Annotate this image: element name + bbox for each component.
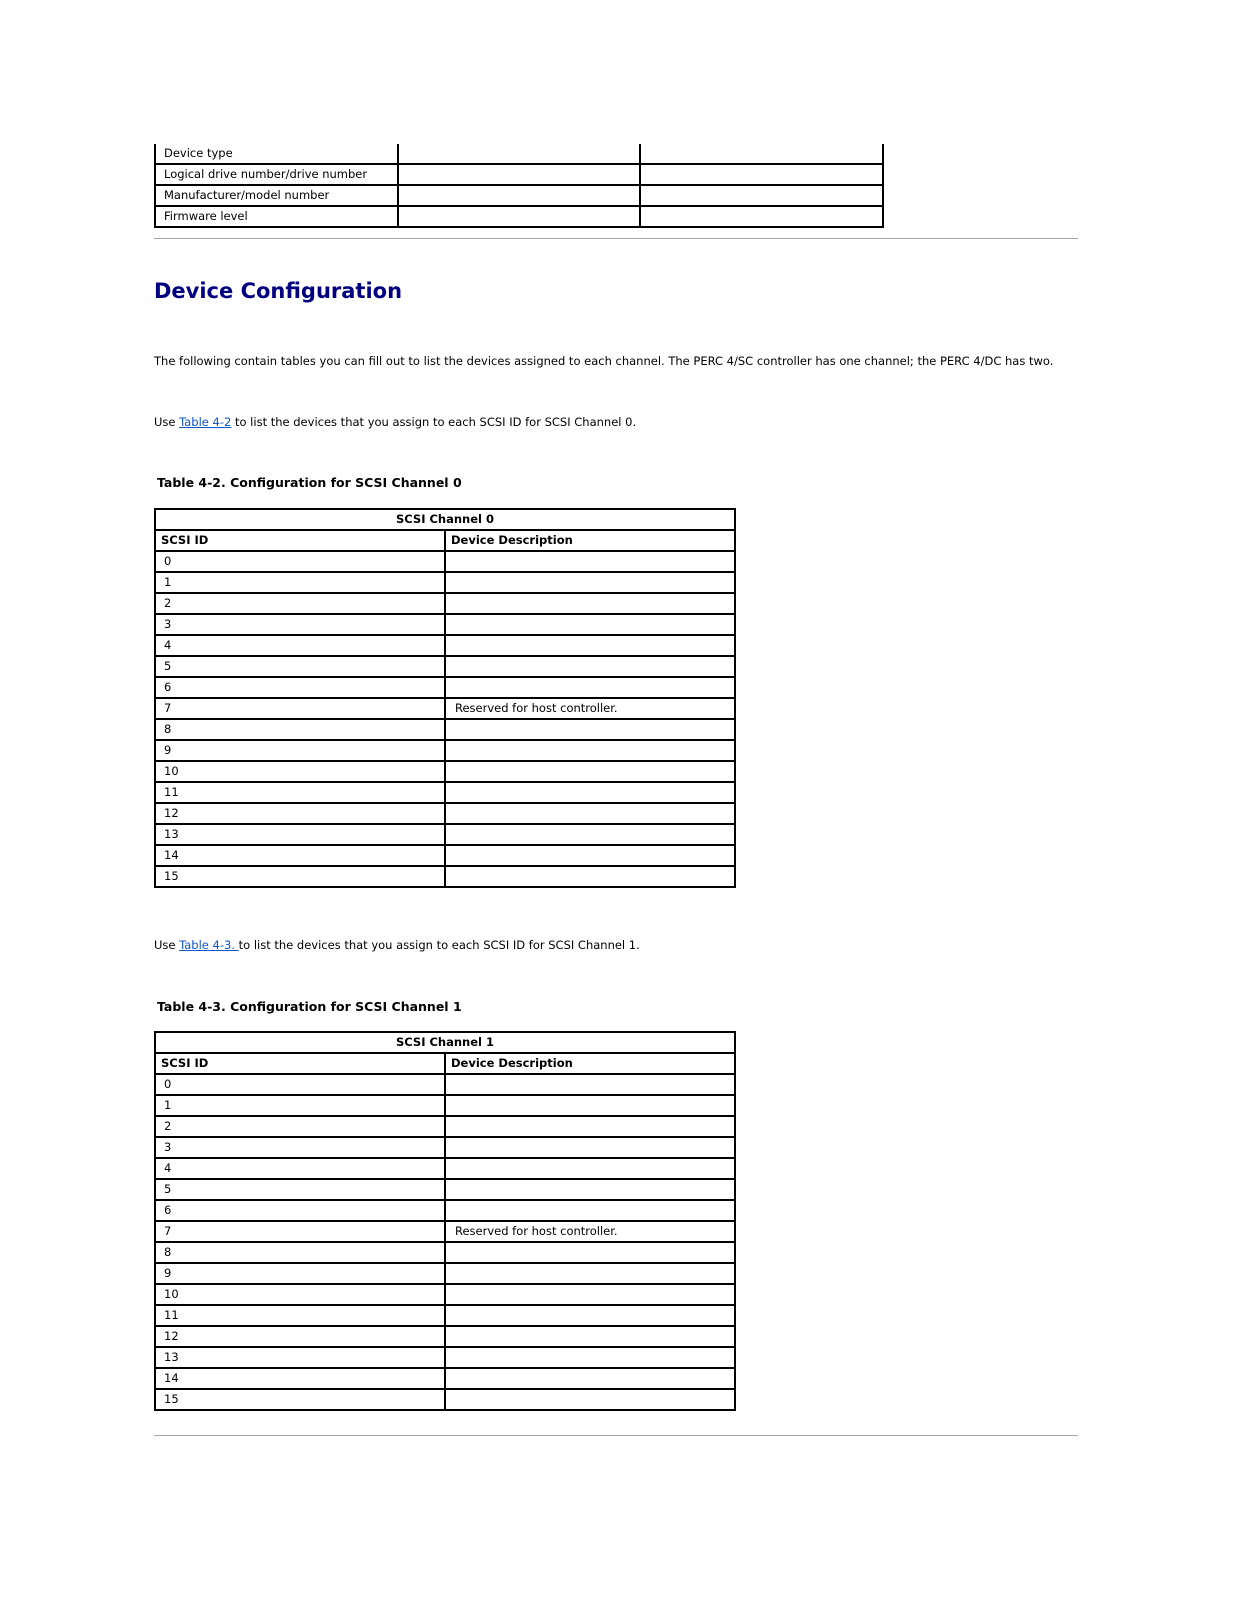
channel0-use-suffix: to list the devices that you assign to each SCSI ID for SCSI Channel 0. [231,415,637,429]
device-description-cell [445,1368,735,1389]
channel-header: SCSI Channel 0 [155,509,735,530]
table-4-3-link[interactable]: Table 4-3. [179,938,239,952]
empty-cell [398,144,640,164]
device-description-cell [445,677,735,698]
table-row [155,656,735,677]
device-description-cell [445,803,735,824]
table-row [155,1074,735,1095]
channel1-use-suffix: to list the devices that you assign to each SCSI ID for SCSI Channel 1. [238,938,640,952]
table-row [155,164,883,185]
device-description-cell [445,1389,735,1410]
scsi-id-cell: 11 [155,1305,445,1326]
device-description-cell [445,782,735,803]
table-row [155,614,735,635]
table-row [155,1389,735,1410]
column-header-row [155,1053,735,1074]
channel1-caption: Table 4-3. Configuration for SCSI Channel 1 [157,999,462,1014]
table-row [155,803,735,824]
scsi-id-cell: 11 [155,782,445,803]
row-label: Logical drive number/drive number [155,164,398,185]
scsi-id-cell: 13 [155,824,445,845]
column-header-device-description: Device Description [445,530,735,551]
device-description-cell [445,1284,735,1305]
scsi-id-cell: 3 [155,614,445,635]
scsi-id-cell: 6 [155,677,445,698]
table-row [155,1179,735,1200]
table-row [155,185,883,206]
table-row [155,1221,735,1242]
table-row [155,677,735,698]
scsi-id-cell: 4 [155,635,445,656]
device-description-cell [445,1347,735,1368]
device-description-cell [445,719,735,740]
device-description-cell [445,866,735,887]
scsi-id-cell: 0 [155,551,445,572]
scsi-id-cell: 4 [155,1158,445,1179]
table-row [155,866,735,887]
table-row [155,1347,735,1368]
device-description-cell [445,740,735,761]
table-row [155,824,735,845]
table-row [155,206,883,227]
channel-header-row [155,509,735,530]
scsi-id-cell: 13 [155,1347,445,1368]
scsi-id-cell: 12 [155,1326,445,1347]
scsi-id-cell: 9 [155,1263,445,1284]
device-description-cell [445,1074,735,1095]
table-row [155,1263,735,1284]
device-description-cell [445,656,735,677]
channel1-instructions [154,937,640,953]
table-row [155,1116,735,1137]
scsi-id-cell: 2 [155,1116,445,1137]
scsi-id-cell: 7 [155,1221,445,1242]
device-description-cell [445,1305,735,1326]
table-row [155,144,883,164]
device-description-cell [445,614,735,635]
table-row [155,761,735,782]
table-row [155,1200,735,1221]
device-description-cell [445,551,735,572]
scsi-id-cell: 6 [155,1200,445,1221]
table-row [155,1137,735,1158]
table-row [155,635,735,656]
scsi-id-cell: 7 [155,698,445,719]
scsi-id-cell: 5 [155,656,445,677]
channel0-table [154,508,736,888]
scsi-id-cell: 5 [155,1179,445,1200]
device-description-cell [445,1263,735,1284]
table-row [155,1242,735,1263]
device-description-cell [445,845,735,866]
column-header-scsi-id: SCSI ID [155,530,445,551]
device-description-cell [445,824,735,845]
empty-cell [640,206,883,227]
table-row [155,1284,735,1305]
table-row [155,1158,735,1179]
scsi-id-cell: 8 [155,719,445,740]
device-description-cell [445,1200,735,1221]
channel1-use-prefix: Use [154,938,180,952]
section-intro: The following contain tables you can fill out to list the devices assigned to each channel. The PERC 4/SC controller has one channel; the PERC 4/DC has two. [154,354,1054,368]
section-title: Device Configuration [154,279,403,303]
scsi-id-cell: 9 [155,740,445,761]
scsi-id-cell: 10 [155,761,445,782]
device-description-cell [445,1116,735,1137]
table-row [155,719,735,740]
scsi-id-cell: 1 [155,572,445,593]
device-description-cell [445,593,735,614]
scsi-id-cell: 1 [155,1095,445,1116]
scsi-id-cell: 3 [155,1137,445,1158]
row-label: Manufacturer/model number [155,185,398,206]
drive-info-table [154,144,884,228]
table-row [155,572,735,593]
table-row [155,551,735,572]
scsi-id-cell: 2 [155,593,445,614]
scsi-id-cell: 14 [155,1368,445,1389]
device-description-cell [445,1242,735,1263]
table-4-2-link[interactable]: Table 4-2 [179,415,232,429]
table-row [155,698,735,719]
scsi-id-cell: 14 [155,845,445,866]
empty-cell [398,185,640,206]
row-label: Firmware level [155,206,398,227]
table-row [155,1095,735,1116]
scsi-id-cell: 8 [155,1242,445,1263]
empty-cell [640,144,883,164]
table-row [155,1368,735,1389]
channel1-table [154,1031,736,1411]
scsi-id-cell: 0 [155,1074,445,1095]
channel-header: SCSI Channel 1 [155,1032,735,1053]
device-description-cell [445,1326,735,1347]
device-description-cell [445,1137,735,1158]
device-description-cell: Reserved for host controller. [445,1221,735,1242]
table-row [155,1305,735,1326]
scsi-id-cell: 15 [155,1389,445,1410]
table-row [155,845,735,866]
device-description-cell: Reserved for host controller. [445,698,735,719]
table-row [155,593,735,614]
channel-header-row [155,1032,735,1053]
table-row [155,740,735,761]
divider-top [154,238,1078,239]
empty-cell [398,206,640,227]
column-header-row [155,530,735,551]
table-row [155,1326,735,1347]
device-description-cell [445,761,735,782]
channel0-use-prefix: Use [154,415,180,429]
channel0-caption: Table 4-2. Configuration for SCSI Channel 0 [157,475,462,490]
device-description-cell [445,1179,735,1200]
scsi-id-cell: 12 [155,803,445,824]
scsi-id-cell: 15 [155,866,445,887]
empty-cell [640,164,883,185]
column-header-scsi-id: SCSI ID [155,1053,445,1074]
channel0-instructions [154,414,636,430]
empty-cell [398,164,640,185]
device-description-cell [445,1158,735,1179]
divider-bottom [154,1435,1078,1436]
scsi-id-cell: 10 [155,1284,445,1305]
device-description-cell [445,1095,735,1116]
device-description-cell [445,572,735,593]
empty-cell [640,185,883,206]
column-header-device-description: Device Description [445,1053,735,1074]
row-label: Device type [155,144,398,164]
device-description-cell [445,635,735,656]
table-row [155,782,735,803]
